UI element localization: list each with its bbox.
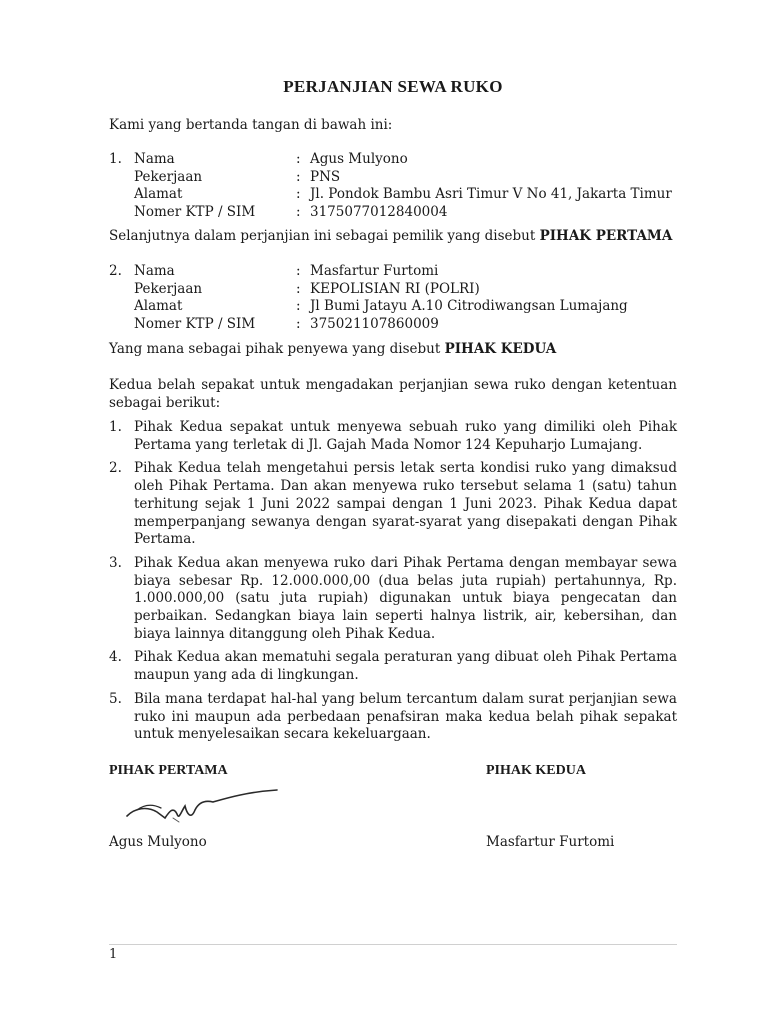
colon: : — [296, 151, 301, 167]
term-text: Pihak Kedua telah mengetahui persis letak serta kondisi ruko yang dimaksud oleh Pihak Pertama. Dan akan menyewa ruko tersebut selama 1 (satu) tahun terhitung sejak 1 Juni 2022 sampai dengan 1 Juni 2023. Pihak Kedua dapat memperpanjang sewanya dengan syarat-syarat yang disepakati dengan Pihak Pertama. — [134, 460, 677, 548]
field-label: Nama — [134, 151, 175, 167]
term-number: 4. — [109, 649, 122, 666]
party-two-details — [109, 263, 677, 334]
colon: : — [296, 204, 301, 221]
party-two-designation: Yang mana sebagai pihak penyewa yang disebut PIHAK KEDUA — [109, 341, 557, 357]
term-text: Pihak Kedua akan mematuhi segala peraturan yang dibuat oleh Pihak Pertama maupun yang ada di lingkungan. — [134, 649, 677, 684]
party-one-id: 3175077012840004 — [310, 204, 448, 221]
party-one-details — [109, 151, 677, 222]
party-two-job-row — [109, 281, 677, 299]
field-label: Alamat — [134, 298, 183, 315]
term-text: Pihak Kedua sepakat untuk menyewa sebuah ruko yang dimiliki oleh Pihak Pertama yang terletak di Jl. Gajah Mada Nomor 124 Kepuharjo Lumajang. — [134, 419, 677, 453]
list-item — [109, 691, 677, 744]
document-title: PERJANJIAN SEWA RUKO — [283, 77, 503, 96]
list-item — [109, 460, 677, 549]
term-number: 1. — [109, 419, 122, 435]
party-one-job-row — [109, 169, 677, 187]
second-party-name: Masfartur Furtomi — [486, 834, 615, 850]
colon: : — [296, 263, 301, 279]
party-two-address-row — [109, 298, 677, 316]
party-one-id-row — [109, 204, 677, 222]
list-item — [109, 419, 677, 454]
party-one-designation: Selanjutnya dalam perjanjian ini sebagai pemilik yang disebut PIHAK PERTAMA — [109, 228, 673, 244]
party-one-number: 1. — [109, 151, 122, 167]
party-one-name: Agus Mulyono — [310, 151, 408, 167]
party-two-name-row — [109, 263, 677, 281]
party-two-job: KEPOLISIAN RI (POLRI) — [310, 280, 480, 297]
term-text: Bila mana terdapat hal-hal yang belum tercantum dalam surat perjanjian sewa ruko ini maupun ada perbedaan penafsiran maka kedua belah pihak sepakat untuk menyelesaikan secara kekeluargaan. — [134, 690, 677, 743]
list-item — [109, 555, 677, 644]
party-two-id: 375021107860009 — [310, 316, 439, 333]
first-party-heading: PIHAK PERTAMA — [109, 763, 228, 778]
field-label: Nomer KTP / SIM — [134, 204, 256, 221]
party-one-role: PIHAK PERTAMA — [539, 228, 673, 244]
party-one-name-row — [109, 151, 677, 169]
footer-divider — [109, 944, 677, 945]
party-one-job: PNS — [310, 168, 341, 185]
second-party-heading: PIHAK KEDUA — [486, 763, 586, 778]
colon: : — [296, 186, 301, 203]
term-number: 5. — [109, 690, 122, 707]
field-label: Pekerjaan — [134, 168, 203, 185]
term-number: 2. — [109, 460, 122, 477]
terms-list — [109, 419, 677, 750]
colon: : — [296, 168, 301, 185]
list-item — [109, 649, 677, 684]
field-label: Alamat — [134, 186, 183, 203]
party-two-address: Jl Bumi Jatayu A.10 Citrodiwangsan Lumajang — [310, 298, 628, 315]
party-one-address-row — [109, 186, 677, 204]
page-number: 1 — [109, 947, 118, 962]
colon: : — [296, 280, 301, 297]
term-number: 3. — [109, 554, 122, 571]
colon: : — [296, 298, 301, 315]
field-label: Nomer KTP / SIM — [134, 316, 256, 333]
colon: : — [296, 316, 301, 333]
party-one-address: Jl. Pondok Bambu Asri Timur V No 41, Jakarta Timur — [310, 186, 672, 203]
party-two-name: Masfartur Furtomi — [310, 263, 439, 279]
first-party-name: Agus Mulyono — [109, 834, 207, 850]
field-label: Pekerjaan — [134, 280, 203, 297]
signature-image — [117, 782, 287, 832]
party-two-number: 2. — [109, 263, 122, 279]
field-label: Nama — [134, 263, 175, 279]
agreement-intro: Kedua belah sepakat untuk mengadakan perjanjian sewa ruko dengan ketentuan sebagai berikut: — [109, 377, 677, 411]
intro-text: Kami yang bertanda tangan di bawah ini: — [109, 117, 393, 133]
term-text: Pihak Kedua akan menyewa ruko dari Pihak Pertama dengan membayar sewa biaya sebesar Rp. 12.000.000,00 (dua belas juta rupiah) pertahunnya, Rp. 1.000.000,00 (satu juta rupiah) digunakan untuk biaya pengecatan dan perbaikan. Sedangkan biaya lain seperti halnya listrik, air, kebersihan, dan biaya lainnya ditanggung oleh Pihak Kedua. — [134, 554, 677, 642]
party-two-id-row — [109, 316, 677, 334]
party-two-role: PIHAK KEDUA — [444, 341, 557, 357]
